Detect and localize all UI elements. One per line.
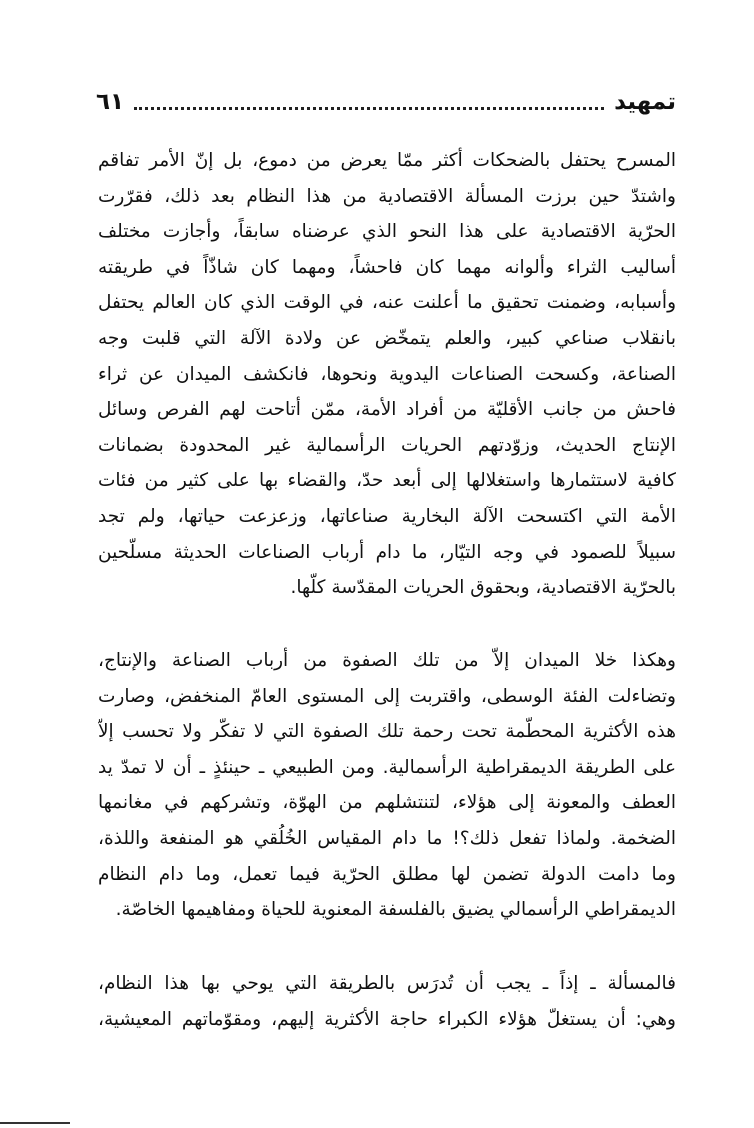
text-line: بانقلاب صناعي كبير، والعلم يتمخّض عن ولادة الآلة التي قلبت وجه	[98, 327, 676, 349]
text-line: وما دامت الدولة تضمن لها مطلق الحرّية فيما تعمل، وما دام النظام	[98, 863, 676, 885]
text-line: فاحش من جانب الأقليّة من أفراد الأمة، ممّن أتاحت لهم الفرص وسائل	[98, 399, 676, 421]
text-line: هذه الأكثرية المحطّمة تحت رحمة تلك الصفوة التي لا تفكّر ولا تحسب إلاّ	[98, 721, 676, 743]
footnote-rule	[0, 1122, 70, 1124]
text-line: وتضاءلت الفئة الوسطى، واقتربت إلى المستوى العامّ المنخفض، وصارت	[98, 685, 676, 707]
dotted-leader	[134, 107, 604, 110]
text-line: كافية لاستثمارها واستغلالها إلى أبعد حدّ، والقضاء بها على كثير من فئات	[98, 470, 676, 492]
text-line: الأمة التي اكتسحت الآلة البخارية صناعاتها، وزعزعت حياتها، ولم تجد	[98, 505, 676, 527]
text-line: العطف والمعونة إلى هؤلاء، لتنتشلهم من الهوّة، وتشركهم في مغانمها	[98, 792, 676, 814]
text-line: وأسبابه، وضمنت تحقيق ما أعلنت عنه، في الوقت الذي كان العالم يحتفل	[98, 292, 676, 314]
text-line: واشتدّ حين برزت المسألة الاقتصادية من هذا النظام بعد ذلك، فقرّرت	[98, 185, 676, 207]
text-line: الضخمة. ولماذا تفعل ذلك؟! ما دام المقياس الخُلُقي هو المنفعة واللذة،	[98, 827, 676, 849]
text-line: الصناعة، وكسحت الصناعات اليدوية ونحوها، فانكشف الميدان عن ثراء	[98, 363, 676, 385]
paragraph-1	[98, 143, 676, 606]
page-number: ٦١	[96, 89, 125, 115]
text-line: وهكذا خلا الميدان إلاّ من تلك الصفوة من أرباب الصناعة والإنتاج،	[98, 650, 676, 671]
text-line: وهي: أن يستغلّ هؤلاء الكبراء حاجة الأكثرية إليهم، ومقوّماتهم المعيشية،	[98, 1008, 676, 1030]
paragraph-3	[98, 966, 676, 1037]
text-line: الديمقراطي الرأسمالي يضيق بالفلسفة المعنوية للحياة ومفاهيمها الخاصّة.	[115, 899, 676, 921]
text-line: على الطريقة الديمقراطية الرأسمالية. ومن الطبيعي ـ حينئذٍ ـ أن لا تمدّ يد	[98, 756, 676, 778]
text-line: أساليب الثراء وألوانه مهما كان فاحشاً، ومهما كان شاذّاً في طريقته	[98, 256, 676, 278]
text-line: الإنتاج الحديث، وزوّدتهم الحريات الرأسمالية غير المحدودة بضمانات	[98, 434, 676, 456]
text-line: الحرّية الاقتصادية على هذا النحو الذي عرضناه سابقاً، وأجازت مختلف	[98, 221, 676, 243]
running-header	[96, 82, 676, 122]
text-line: فالمسألة ـ إذاً ـ يجب أن تُدرَس بالطريقة التي يوحي بها هذا النظام،	[98, 973, 676, 994]
chapter-title: تمهيد	[614, 89, 676, 115]
paragraph-2	[98, 643, 676, 928]
text-line: سبيلاً للصمود في وجه التيّار، ما دام أرباب الصناعات الحديثة مسلّحين	[98, 541, 676, 563]
text-line: المسرح يحتفل بالضحكات أكثر ممّا يعرض من دموع، بل إنّ الأمر تفاقم	[98, 150, 676, 171]
text-line: بالحرّية الاقتصادية، وبحقوق الحريات المقدّسة كلّها.	[290, 577, 676, 599]
